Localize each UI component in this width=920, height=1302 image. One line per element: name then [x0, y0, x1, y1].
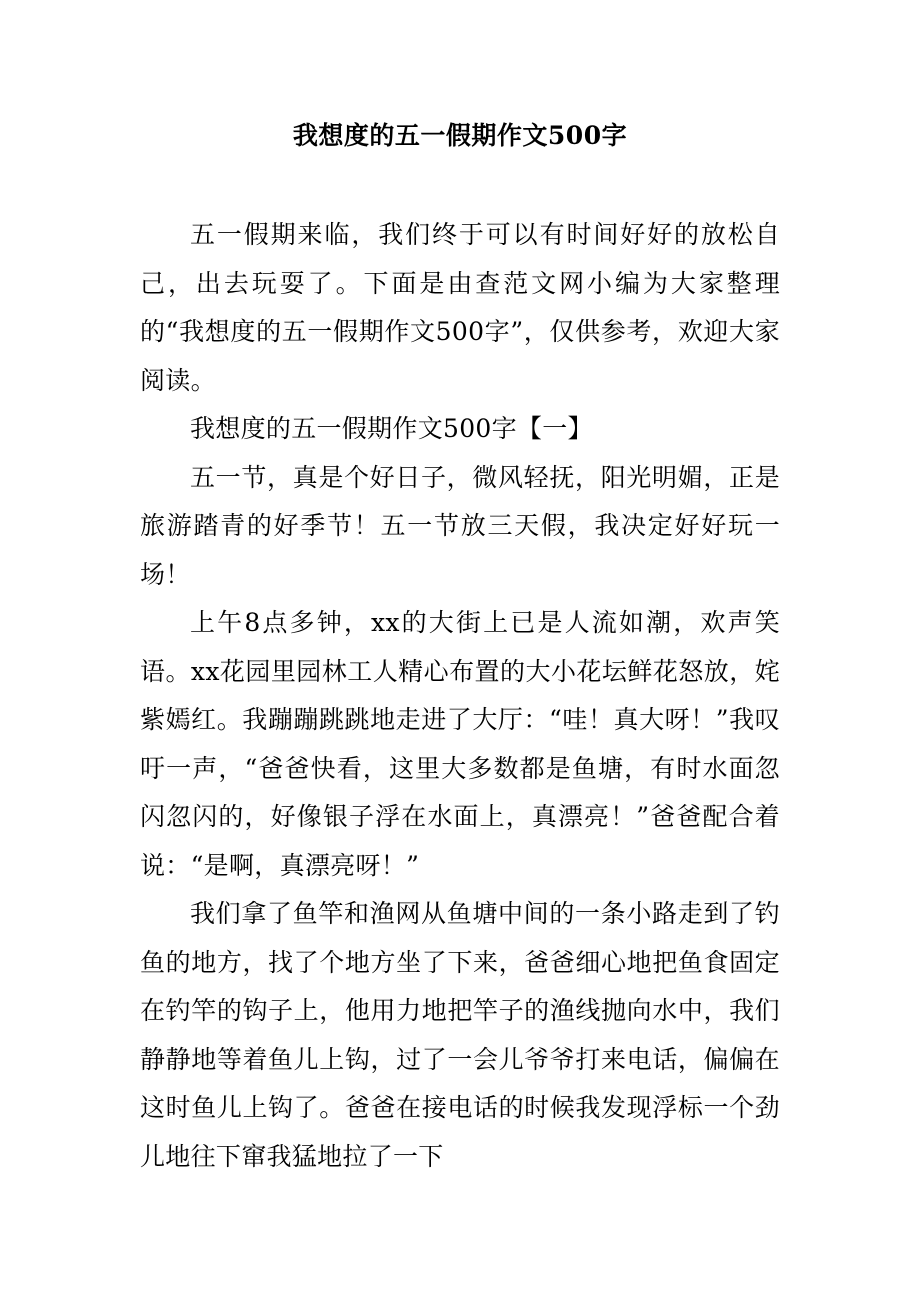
- body-paragraph: 五一节，真是个好日子，微风轻抚，阳光明媚，正是旅游踏青的好季节！五一节放三天假，我决定好好玩一场！: [140, 462, 780, 589]
- body-paragraph: 我们拿了鱼竿和渔网从鱼塘中间的一条小路走到了钓鱼的地方，找了个地方坐了下来，爸爸细心地把鱼食固定在钓竿的钩子上，他用力地把竿子的渔线抛向水中，我们静静地等着鱼儿上钩，过了一会儿爷爷打来电话，偏偏在这时鱼儿上钩了。爸爸在接电话的时候我发现浮标一个劲儿地往下窜我猛地拉了一下: [140, 899, 780, 1171]
- document-body: [140, 211, 780, 1181]
- document-title: 我想度的五一假期作文500字: [292, 121, 628, 150]
- section-heading: 我想度的五一假期作文500字【一】: [190, 414, 593, 443]
- body-paragraph: 上午8点多钟，xx的大街上已是人流如潮，欢声笑语。xx花园里园林工人精心布置的大小花坛鲜花怒放，姹紫嫣红。我蹦蹦跳跳地走进了大厅：“哇！真大呀！”我叹吁一声，“爸爸快看，这里大多数都是鱼塘，有时水面忽闪忽闪的，好像银子浮在水面上，真漂亮！”爸爸配合着说：“是啊，真漂亮呀！”: [140, 608, 780, 880]
- intro-paragraph: 五一假期来临，我们终于可以有时间好好的放松自己，出去玩耍了。下面是由查范文网小编为大家整理的“我想度的五一假期作文500字”，仅供参考，欢迎大家阅读。: [140, 220, 780, 395]
